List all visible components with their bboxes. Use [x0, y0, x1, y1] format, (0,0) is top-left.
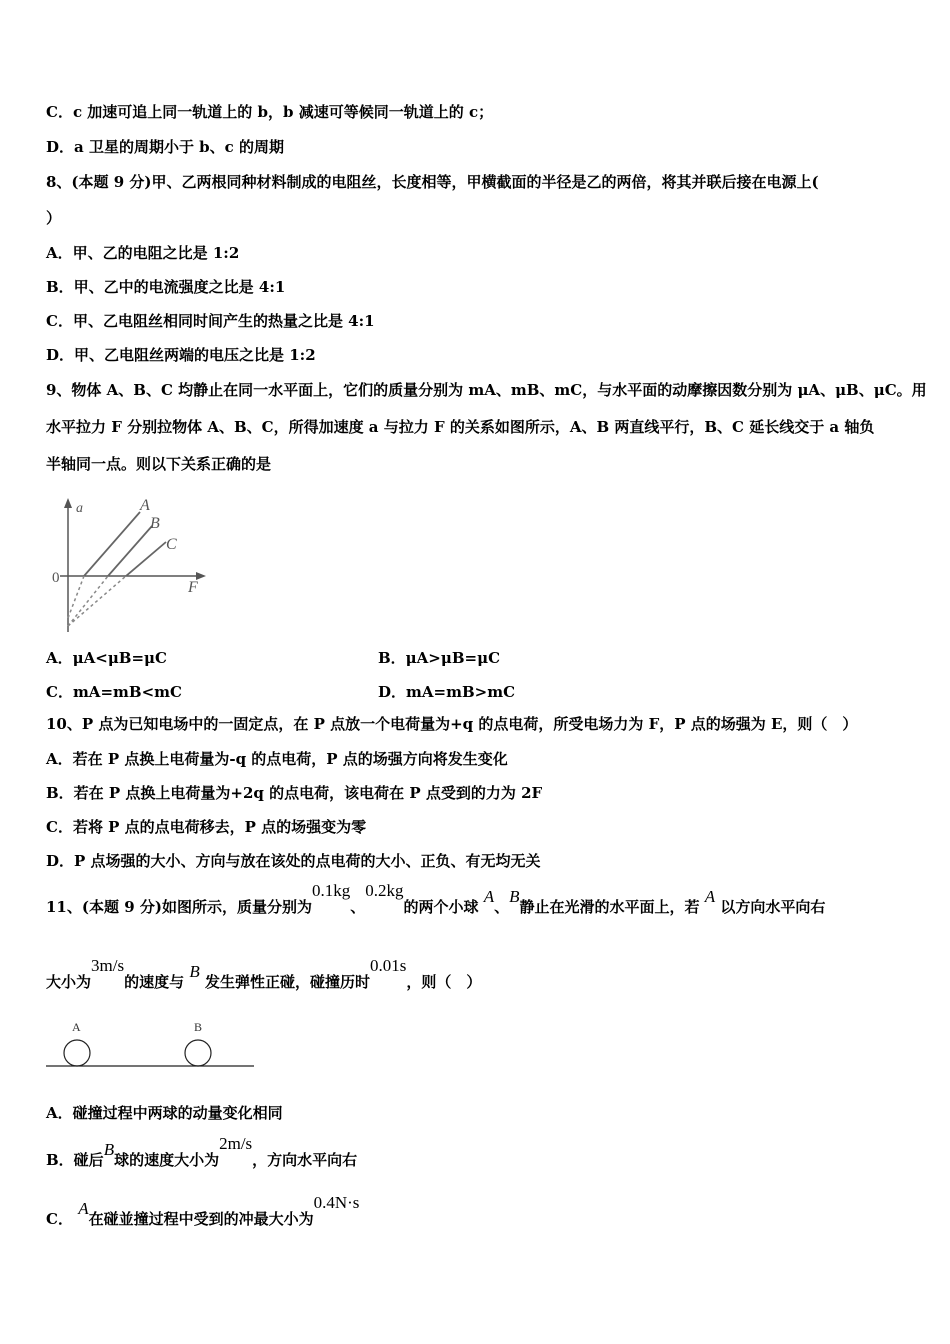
q9-option-b: B．μA>μB=μC [378, 649, 501, 667]
q11-optc-ball: A [78, 1199, 89, 1218]
q11-figure-label-b: B [194, 1020, 203, 1034]
q11-text-1: 11、(本题 9 分)如图所示，质量分别为 [46, 898, 312, 916]
q11-ball-a: A [483, 887, 495, 906]
q10-option-c: C．若将 P 点的点电荷移去，P 点的场强变为零 [46, 818, 367, 836]
q11-text-4: 、 [494, 898, 510, 916]
q11-text-7: 大小为 [46, 973, 92, 991]
graph-line-c-label: C [166, 536, 177, 553]
ball-b-shape [185, 1040, 211, 1066]
q9-stem-3: 半轴同一点。则以下关系正确的是 [46, 455, 272, 473]
q11-figure [44, 1018, 256, 1070]
q11-stem-2 [46, 956, 482, 992]
graph-line-b-label: B [150, 515, 160, 532]
q11-mass-2: 0.2kg [365, 881, 404, 900]
q11-optb-ball: B [103, 1140, 115, 1159]
q9-option-d: D．mA=mB>mC [378, 683, 516, 701]
graph-line-a-label: A [140, 497, 150, 514]
q11-text-2: 、 [350, 898, 366, 916]
q10-option-b: B．若在 P 点换上电荷量为+2q 的点电荷，该电荷在 P 点受到的力为 2F [46, 784, 543, 802]
q11-text-9: 发生弹性正碰，碰撞历时 [204, 973, 370, 991]
q8-option-d: D．甲、乙电阻丝两端的电压之比是 1:2 [46, 346, 316, 364]
q11-optb-mid: 球的速度大小为 [114, 1151, 220, 1169]
q11-text-6: 以方向水平向右 [720, 898, 826, 916]
q10-stem: 10、P 点为已知电场中的一固定点，在 P 点放一个电荷量为+q 的点电荷，所受电场力为 F，P 点的场强为 E，则（ ） [46, 715, 858, 733]
q9-stem-1: 9、物体 A、B、C 均静止在同一水平面上，它们的质量分别为 mA、mB、mC，与水平面的动摩擦因数分别为 μA、μB、μC。用 [46, 381, 927, 399]
q11-optb-value: 2m/s [219, 1134, 253, 1153]
q9-stem-2: 水平拉力 F 分别拉物体 A、B、C，所得加速度 a 与拉力 F 的关系如图所示，A、B 两直线平行，B、C 延长线交于 a 轴负 [46, 418, 875, 436]
q11-optb-pre: B．碰后 [46, 1151, 104, 1169]
q11-velocity: 3m/s [91, 956, 125, 975]
q11-optc-value: 0.4N·s [313, 1193, 360, 1212]
q8-option-a: A．甲、乙的电阻之比是 1:2 [46, 244, 240, 262]
q11-ball-b: B [509, 887, 520, 906]
q11-option-c [46, 1193, 360, 1229]
q11-optb-post: ，方向水平向右 [252, 1151, 358, 1169]
q11-stem-1 [46, 881, 826, 917]
q11-time: 0.01s [369, 956, 407, 975]
q9-option-a: A．μA<μB=μC [46, 649, 167, 667]
q11-optc-mid: 在碰並撞过程中受到的冲最大小为 [88, 1210, 314, 1228]
line-c-option: C．c 加速可追上同一轨道上的 b，b 减速可等候同一轨道上的 c； [46, 103, 494, 121]
q11-text-3: 的两个小球 [403, 898, 479, 916]
line-d-option: D．a 卫星的周期小于 b、c 的周期 [46, 138, 285, 156]
q10-option-d: D．P 点场强的大小、方向与放在该处的点电荷的大小、正负、有无均无关 [46, 852, 541, 870]
q11-ball-a-2: A [704, 887, 716, 906]
q11-text-5: 静止在光滑的水平面上，若 [519, 898, 700, 916]
q8-option-c: C．甲、乙电阻丝相同时间产生的热量之比是 4:1 [46, 312, 375, 330]
q9-graph [40, 492, 210, 637]
graph-y-label: a [76, 501, 83, 516]
q11-option-a: A．碰撞过程中两球的动量变化相同 [46, 1104, 283, 1122]
graph-origin: 0 [52, 570, 60, 586]
q8-stem-cont: ） [46, 209, 62, 227]
q11-ball-b-2: B [189, 962, 200, 981]
q11-figure-label-a: A [72, 1020, 81, 1034]
q11-optc-pre: C． [46, 1210, 73, 1228]
q8-option-b: B．甲、乙中的电流强度之比是 4:1 [46, 278, 286, 296]
q11-mass-1: 0.1kg [311, 881, 351, 900]
q8-stem: 8、(本题 9 分)甲、乙两根同种材料制成的电阻丝，长度相等，甲横截面的半径是乙的两倍，将其并联后接在电源上( [46, 173, 819, 191]
ball-a-shape [64, 1040, 90, 1066]
q10-option-a: A．若在 P 点换上电荷量为-q 的点电荷，P 点的场强方向将发生变化 [46, 750, 508, 768]
q11-text-8: 的速度与 [124, 973, 185, 991]
q11-option-b [46, 1134, 358, 1170]
q11-text-10: ，则（ ） [406, 973, 482, 991]
q9-option-c: C．mA=mB<mC [46, 683, 182, 701]
graph-x-label: F [188, 579, 198, 596]
